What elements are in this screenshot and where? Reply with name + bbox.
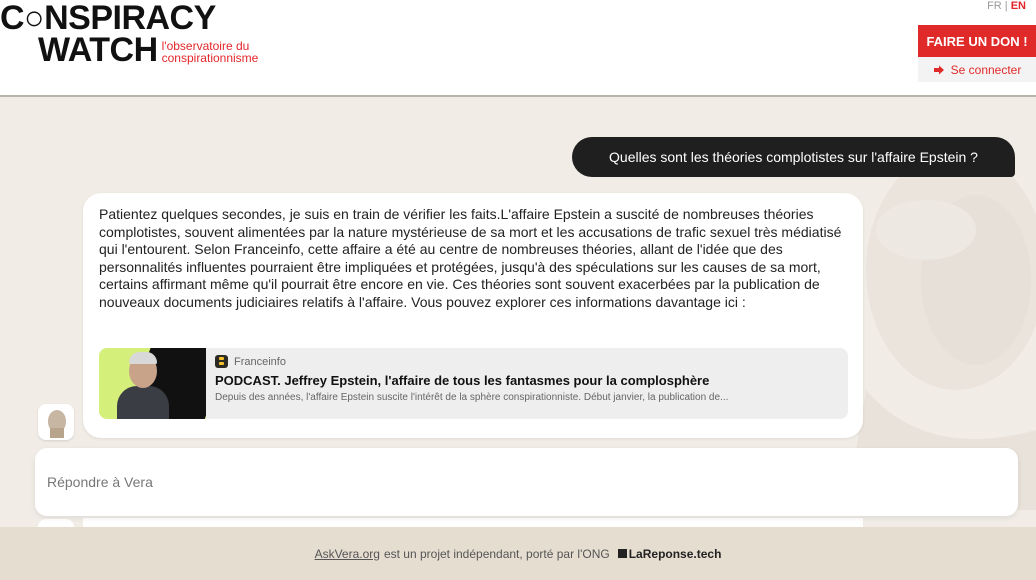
logo-tagline-2: conspirationnisme bbox=[161, 51, 259, 65]
donate-button[interactable]: FAIRE UN DON ! bbox=[918, 25, 1036, 57]
footer-text: est un projet indépendant, porté par l'ONG bbox=[383, 546, 610, 561]
card-title: PODCAST. Jeffrey Epstein, l'affaire de tous les fantasmes pour la complosphère bbox=[215, 373, 710, 388]
login-icon bbox=[933, 64, 945, 76]
lareponse-label: LaReponse.tech bbox=[628, 546, 722, 561]
logo-line2: WATCH bbox=[38, 31, 158, 69]
askvera-link[interactable]: AskVera.org bbox=[314, 546, 380, 561]
logo-line1: C○NSPIRACY bbox=[0, 0, 216, 37]
lareponse-brand[interactable] bbox=[618, 547, 722, 561]
card-description: Depuis des années, l'affaire Epstein suscite l'intérêt de la sphère conspirationniste. Début janvier, la publication de... bbox=[215, 392, 729, 403]
franceinfo-icon bbox=[215, 355, 228, 368]
lang-en-link[interactable]: EN bbox=[1010, 0, 1026, 12]
reply-input[interactable] bbox=[35, 448, 1018, 516]
user-message-text: Quelles sont les théories complotistes sur l'affaire Epstein ? bbox=[609, 149, 978, 165]
article-thumbnail bbox=[99, 348, 206, 419]
vera-avatar-partial bbox=[38, 519, 74, 527]
site-header bbox=[0, 0, 1036, 97]
lareponse-icon bbox=[618, 549, 627, 558]
logo-tagline bbox=[162, 40, 259, 64]
lang-separator: | bbox=[1004, 0, 1008, 12]
lang-fr-link[interactable]: FR bbox=[987, 0, 1002, 12]
reply-field-container bbox=[35, 448, 1018, 516]
login-button[interactable] bbox=[918, 57, 1036, 82]
source-link-card[interactable] bbox=[99, 348, 848, 419]
assistant-message-bubble bbox=[83, 193, 863, 438]
vera-avatar bbox=[38, 404, 74, 440]
card-source-name: Franceinfo bbox=[234, 355, 286, 368]
site-footer bbox=[0, 527, 1036, 580]
user-message-bubble bbox=[572, 137, 1015, 177]
logo-tagline-1: l'observatoire du bbox=[161, 39, 250, 53]
conspiracy-watch-logo[interactable] bbox=[0, 0, 259, 69]
language-switcher bbox=[987, 0, 1026, 12]
login-label: Se connecter bbox=[950, 62, 1022, 77]
assistant-message-text: Patientez quelques secondes, je suis en train de vérifier les faits.L'affaire Epstein a suscité de nombreuses théories complotistes, souvent alimentées par la nature mystérieuse de sa mort et les accusations de trafic sexuel très médiatisé qui l'entourent. Selon Franceinfo, cette affaire a été au centre de nombreuses théories, allant de l'idée que des personnalités influentes pourraient être impliquées et protégées, jusqu'à des spéculations sur les causes de sa mort, certains affirmant même qu'il pourrait être encore en vie. Ces théories sont souvent exacerbées par la publication de nouveaux documents judiciaires relatifs à l'affaire. Vous pouvez explorer ces informations davantage ici : bbox=[99, 206, 842, 310]
